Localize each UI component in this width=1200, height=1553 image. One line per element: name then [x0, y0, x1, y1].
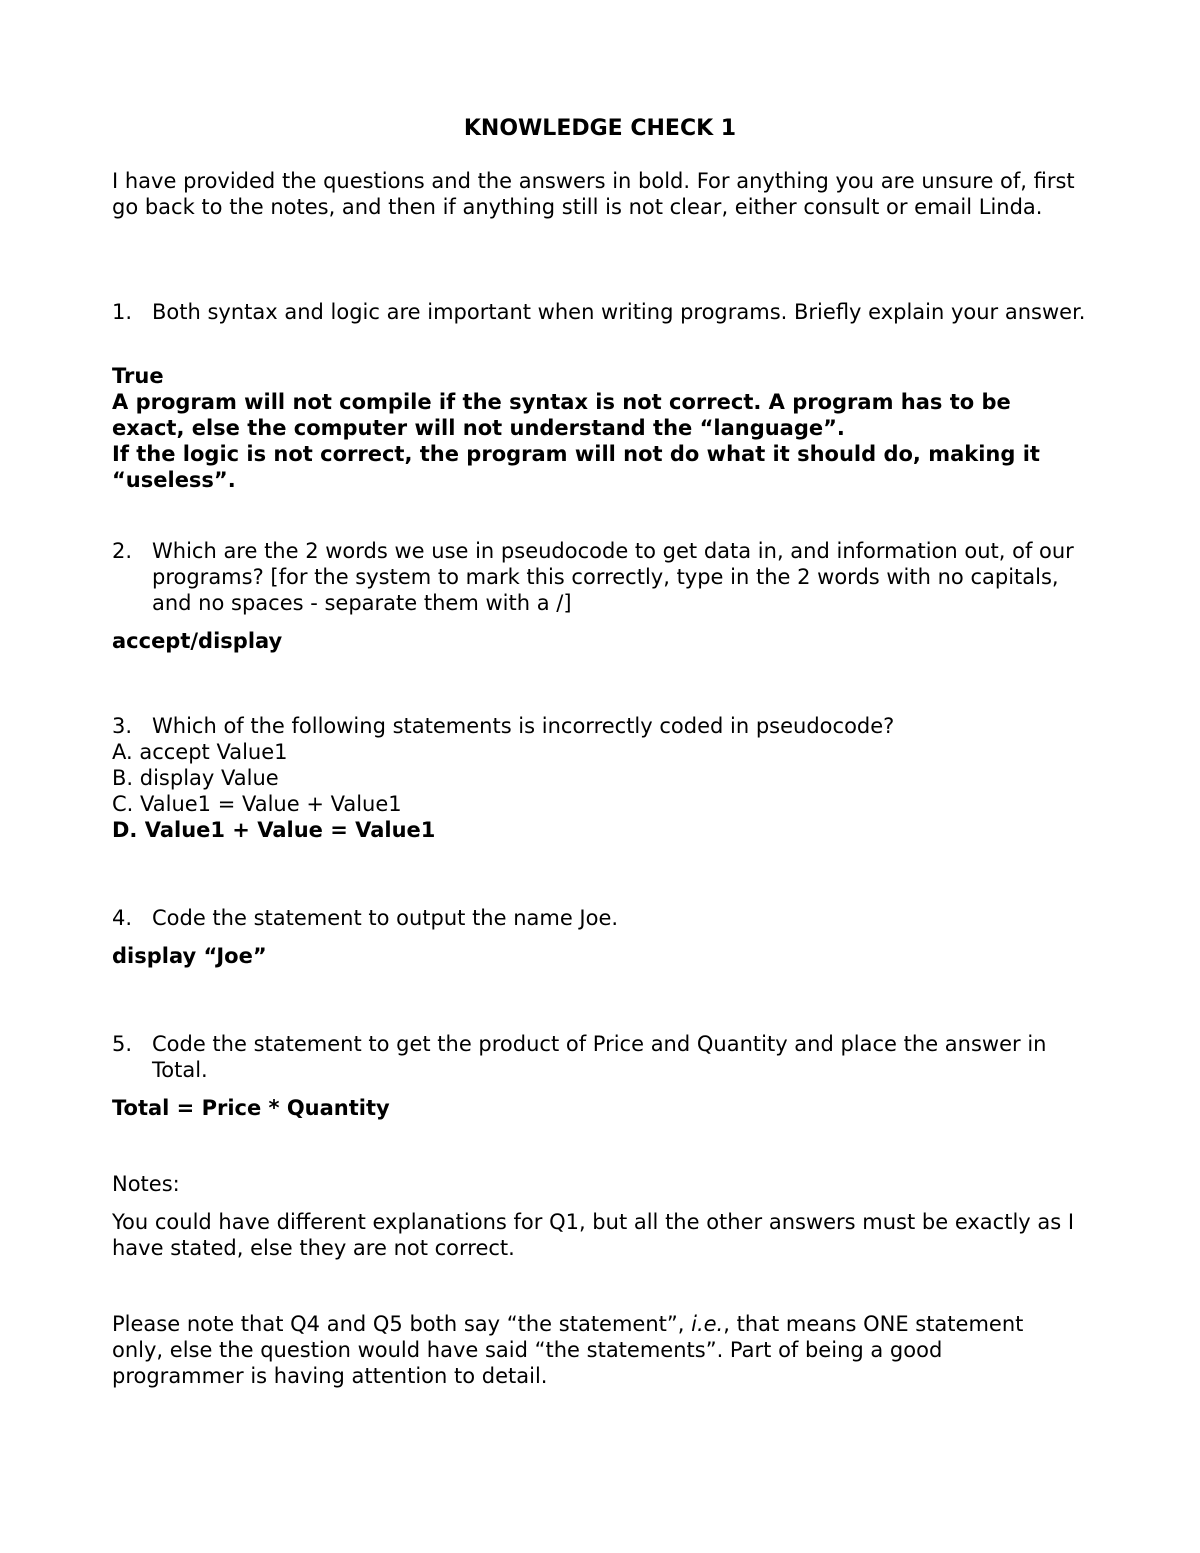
- question-number: 5.: [112, 1032, 133, 1056]
- answer-4: display “Joe”: [112, 944, 267, 968]
- question-5: [112, 1031, 1087, 1083]
- question-number: 4.: [112, 906, 133, 930]
- question-text: Code the statement to output the name Joe.: [152, 906, 619, 930]
- notes-paragraph-2: [112, 1311, 1077, 1389]
- question-1: [112, 299, 1087, 325]
- question-text: Which are the 2 words we use in pseudocode to get data in, and information out, of our programs? [for the system to mark this correctly, type in the 2 words with no capitals, and no spaces - separate them with a /]: [152, 539, 1074, 615]
- notes-paragraph-2-start: Please note that Q4 and Q5 both say “the statement”,: [112, 1312, 692, 1336]
- notes-paragraph-1: You could have different explanations for Q1, but all the other answers must be exactly as I have stated, else they are not correct.: [112, 1210, 1075, 1260]
- option-b: B. display Value: [112, 766, 279, 790]
- notes-heading: Notes:: [112, 1172, 180, 1196]
- notes-paragraph-2-end: , that means ONE statement only, else the question would have said “the statements”. Part of being a good programmer is having attention to detail.: [112, 1312, 1024, 1388]
- page-title: KNOWLEDGE CHECK 1: [463, 116, 737, 141]
- option-c: C. Value1 = Value + Value1: [112, 792, 402, 816]
- answer-5: Total = Price * Quantity: [112, 1096, 390, 1120]
- option-a: A. accept Value1: [112, 740, 288, 764]
- question-text: Both syntax and logic are important when writing programs. Briefly explain your answer.: [152, 300, 1086, 324]
- answer-1-explanation-logic: If the logic is not correct, the program will not do what it should do, making it “useless”.: [112, 442, 1040, 492]
- question-text: Which of the following statements is incorrectly coded in pseudocode?: [152, 714, 895, 738]
- question-2: [112, 538, 1087, 616]
- notes-ie-italic: i.e.: [691, 1312, 724, 1336]
- intro-paragraph: I have provided the questions and the answers in bold. For anything you are unsure of, first go back to the notes, and then if anything still is not clear, either consult or email Linda.: [112, 169, 1075, 219]
- question-number: 2.: [112, 539, 133, 563]
- answer-1-label: True: [112, 364, 164, 388]
- answer-2: accept/display: [112, 629, 283, 653]
- question-text: Code the statement to get the product of Price and Quantity and place the answer in Total.: [152, 1032, 1047, 1082]
- question-4: [112, 905, 1087, 931]
- question-number: 1.: [112, 300, 133, 324]
- question-number: 3.: [112, 714, 133, 738]
- answer-3-option-d: D. Value1 + Value = Value1: [112, 818, 436, 842]
- answer-1-explanation-syntax: A program will not compile if the syntax is not correct. A program has to be exact, else the computer will not understand the “language”.: [112, 390, 1011, 440]
- question-3: [112, 713, 1087, 739]
